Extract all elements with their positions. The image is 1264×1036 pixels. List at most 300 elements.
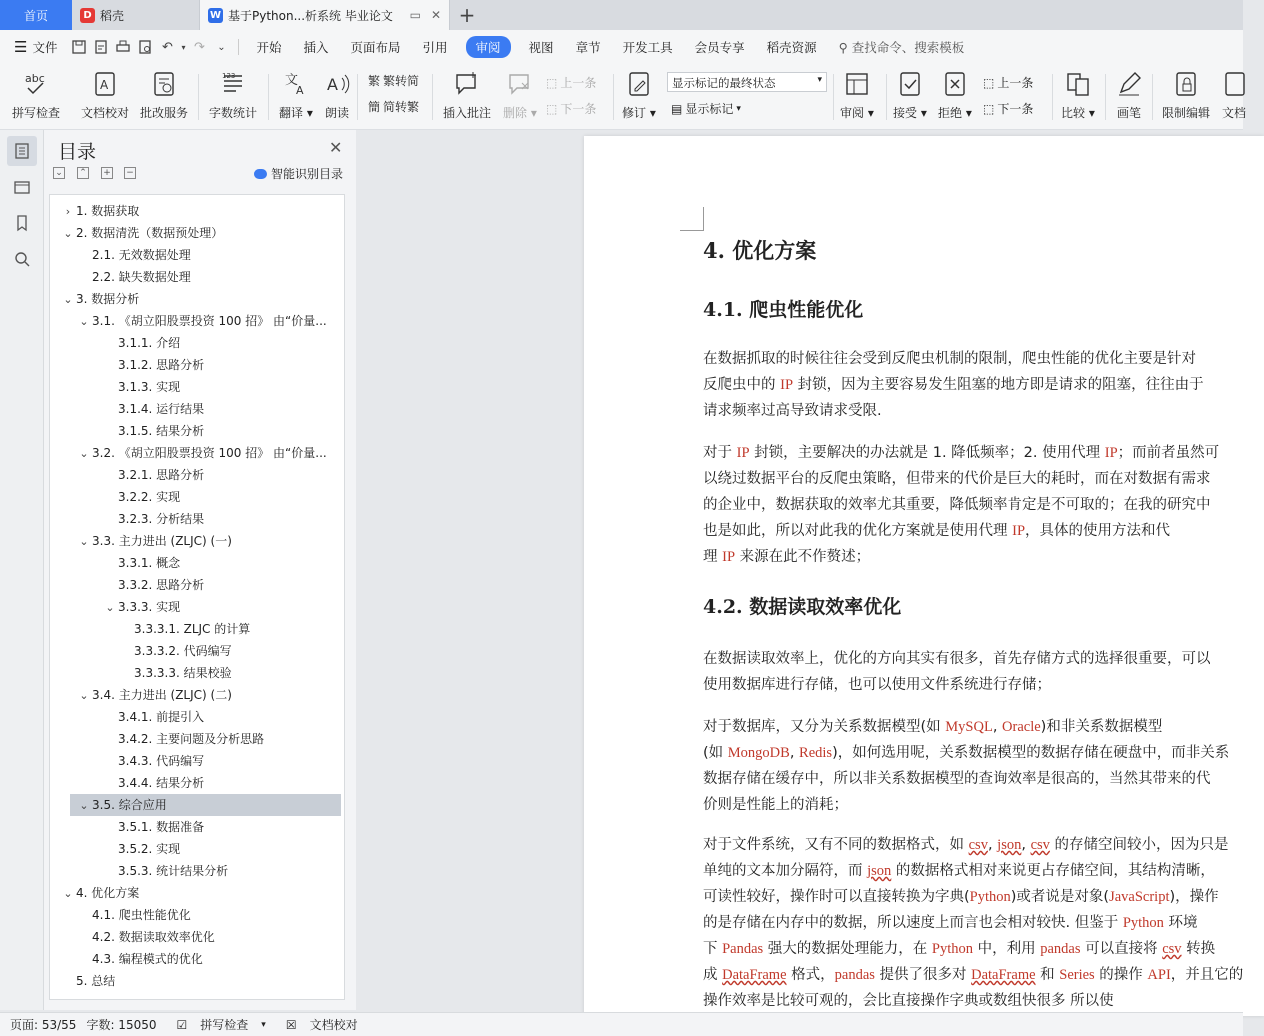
toc-item-label: 3.5.3. 统计结果分析 xyxy=(118,864,229,878)
more-quick-icon[interactable]: ⌄ xyxy=(217,41,226,53)
next-comment-button[interactable] xyxy=(546,100,596,117)
keyword-span: Redis xyxy=(799,745,833,761)
text-span: (如 xyxy=(703,745,728,761)
undo-icon[interactable]: ↶ xyxy=(162,39,173,55)
proofread-status-label: 文档校对 xyxy=(309,1018,358,1032)
toc-item-label: 3.3. 主力进出 (ZLJC) (一) xyxy=(92,534,232,548)
approve-icon xyxy=(151,70,177,98)
keyword-span: pandas xyxy=(1040,941,1081,957)
chevron-right-icon[interactable]: › xyxy=(65,205,71,218)
text-span: 转换 xyxy=(1181,941,1216,957)
word-count-indicator[interactable]: 字数: 15050 xyxy=(86,1018,157,1032)
toc-item-label: 3.1.3. 实现 xyxy=(118,380,181,394)
delete-comment-label: 删除 ▾ xyxy=(503,106,537,120)
markup-display-value: 显示标记的最终状态 xyxy=(672,76,776,90)
toc-item[interactable] xyxy=(50,706,340,728)
read-aloud-label: 朗读 xyxy=(324,106,349,120)
menu-view[interactable]: 视图 xyxy=(528,40,554,55)
restrict-edit-button[interactable] xyxy=(1162,70,1210,121)
toc-item-label: 3.3.3.1. ZLJC 的计算 xyxy=(134,622,251,636)
heading-4-1: 4.1. 爬虫性能优化 xyxy=(703,299,864,321)
markup-display-dropdown[interactable] xyxy=(667,72,827,92)
insert-comment-button[interactable] xyxy=(443,70,491,121)
toc-nav-button[interactable] xyxy=(7,136,37,166)
toc-item[interactable] xyxy=(50,508,340,530)
text-span: )或者说是对象( xyxy=(1010,889,1110,905)
toc-item-label: 4.2. 数据读取效率优化 xyxy=(92,930,215,944)
compare-button[interactable] xyxy=(1061,70,1095,121)
track-changes-label: 修订 ▾ xyxy=(622,106,656,120)
text-span: )和非关系数据模型 xyxy=(1040,719,1163,735)
toc-item[interactable] xyxy=(50,552,340,574)
translate-button[interactable] xyxy=(279,70,313,121)
text-span: 封锁，因为主要容易发生阻塞的地方即是请求的阻塞，往往由于 xyxy=(793,377,1204,393)
doc-protect-button[interactable] xyxy=(1222,70,1246,121)
text-line xyxy=(703,884,1263,910)
chevron-down-icon[interactable]: ⌄ xyxy=(63,227,73,240)
keyword-span: Pandas xyxy=(722,941,764,957)
keyword-span: IP xyxy=(1012,523,1026,539)
show-markup-icon: ▤ xyxy=(671,101,683,116)
text-span: 对于数据库，又分为关系数据模型(如 xyxy=(703,719,946,735)
approve-service-label: 批改服务 xyxy=(140,106,189,120)
navigation-rail xyxy=(0,130,44,1010)
ribbon-separator xyxy=(198,74,199,120)
reject-label: 拒绝 ▾ xyxy=(938,106,972,120)
expand-up-icon[interactable]: ⌃ xyxy=(77,167,89,179)
text-line xyxy=(703,910,1263,936)
toc-item-label: 3.3.3. 实现 xyxy=(118,600,181,614)
show-markup-button[interactable] xyxy=(671,100,741,117)
toc-item[interactable] xyxy=(50,882,340,904)
pen-button[interactable] xyxy=(1116,70,1142,121)
chevron-down-icon[interactable]: ⌄ xyxy=(79,447,89,460)
paragraph xyxy=(703,646,1263,698)
compare-label: 比较 ▾ xyxy=(1061,106,1095,120)
reject-button[interactable] xyxy=(938,70,972,121)
toc-item[interactable] xyxy=(50,926,340,948)
margin-corner-mark xyxy=(680,207,704,231)
keyword-span: DataFrame xyxy=(722,967,787,983)
text-span: 可以直接将 xyxy=(1080,941,1163,957)
collapse-all-icon[interactable]: ⌄ xyxy=(53,167,65,179)
toc-item-label: 3.1.4. 运行结果 xyxy=(118,402,205,416)
toc-item-label: 3.5.2. 实现 xyxy=(118,842,181,856)
keyword-span: API xyxy=(1147,967,1171,983)
file-menu[interactable] xyxy=(0,38,68,56)
toc-item[interactable] xyxy=(50,464,340,486)
show-markup-label: 显示标记 xyxy=(685,102,734,116)
search-icon: ⚲ xyxy=(838,39,848,55)
keyword-span: Series xyxy=(1059,967,1095,983)
toc-item[interactable] xyxy=(50,530,340,552)
toc-item[interactable] xyxy=(50,948,340,970)
toc-item[interactable] xyxy=(50,684,340,706)
text-line xyxy=(703,672,1263,698)
tab-document-label: 基于Python...析系统 毕业论文 xyxy=(228,8,393,23)
proofread-icon: ☒ xyxy=(285,1017,297,1032)
menu-row xyxy=(0,30,1243,64)
tab-bar xyxy=(0,0,1243,30)
paragraph xyxy=(703,440,1263,570)
toc-item-label: 3.4.2. 主要问题及分析思路 xyxy=(118,732,265,746)
menu-separator xyxy=(238,39,239,55)
tab-document[interactable] xyxy=(200,0,450,30)
toc-item[interactable] xyxy=(50,486,340,508)
toc-item[interactable] xyxy=(50,354,340,376)
pen-icon xyxy=(1116,70,1142,98)
review-pane-label: 审阅 ▾ xyxy=(840,106,874,120)
text-span: 的数据格式相对来说更占存储空间，其结构清晰， xyxy=(891,863,1215,879)
toc-item[interactable] xyxy=(50,618,340,640)
ribbon-separator xyxy=(1105,74,1106,120)
next-change-label: 下一条 xyxy=(997,102,1034,116)
toc-item[interactable] xyxy=(50,904,340,926)
track-changes-icon xyxy=(626,70,652,98)
text-span: 在数据抓取的时候往往会受到反爬虫机制的限制，爬虫性能的优化主要是针对 xyxy=(703,351,1196,367)
text-span: 的企业中，数据获取的效率尤其重要，降低频率肯定是不可取的；在我的研究中 xyxy=(703,497,1211,513)
simp-to-trad-label: 简转繁 xyxy=(383,100,420,114)
text-span: 成 xyxy=(703,967,723,983)
text-line xyxy=(703,518,1263,544)
delete-comment-icon xyxy=(507,70,533,98)
svg-text:123: 123 xyxy=(222,72,236,80)
close-tab-icon[interactable]: ✕ xyxy=(430,8,441,22)
ribbon-separator xyxy=(613,74,614,120)
toc-item[interactable] xyxy=(50,222,340,244)
toc-item[interactable] xyxy=(50,772,340,794)
next-comment-label: 下一条 xyxy=(560,102,597,116)
chevron-down-icon[interactable]: ⌄ xyxy=(79,689,89,702)
toc-item[interactable] xyxy=(50,662,340,684)
text-span: 以绕过数据平台的反爬虫策略，但带来的代价是巨大的耗时，而在对数据有需求 xyxy=(703,471,1211,487)
toc-item-label: 3.1.2. 思路分析 xyxy=(118,358,205,372)
simp-trad-icon: 簡 xyxy=(368,100,381,114)
command-search[interactable] xyxy=(828,38,976,56)
proofread-status[interactable] xyxy=(276,1016,358,1033)
text-span: 反爬虫中的 xyxy=(703,377,781,393)
read-aloud-button[interactable] xyxy=(324,70,350,121)
heading-4: 4. 优化方案 xyxy=(703,238,817,263)
text-line xyxy=(703,858,1263,884)
chapter-nav-button[interactable] xyxy=(7,172,37,202)
keyword-span: MongoDB xyxy=(727,745,790,761)
trad-to-simp-button[interactable] xyxy=(368,72,419,89)
toc-item-label: 3.4.1. 前提引入 xyxy=(118,710,205,724)
ribbon-separator xyxy=(432,74,433,120)
toc-item[interactable] xyxy=(50,728,340,750)
save-icon[interactable] xyxy=(68,36,90,58)
prev-change-label: 上一条 xyxy=(997,76,1034,90)
toc-item-label: 2. 数据清洗（数据预处理） xyxy=(76,226,224,240)
keyword-span: Python xyxy=(931,941,974,957)
undo-dropdown-icon[interactable]: ▾ xyxy=(181,42,186,52)
toc-item[interactable] xyxy=(50,332,340,354)
read-aloud-icon xyxy=(324,70,350,98)
text-span: 单纯的文本加分隔符，而 xyxy=(703,863,868,879)
menu-layout[interactable]: 页面布局 xyxy=(350,40,401,55)
prev-comment-button[interactable] xyxy=(546,74,596,91)
keyword-span: Oracle xyxy=(1002,719,1041,735)
toc-item[interactable] xyxy=(70,794,341,816)
menu-section[interactable]: 章节 xyxy=(575,40,601,55)
tab-wps-label: 稻壳 xyxy=(100,8,125,23)
keyword-span: Python xyxy=(969,889,1011,905)
text-line xyxy=(703,988,1263,1014)
translate-label: 翻译 ▾ xyxy=(279,106,313,120)
close-icon[interactable]: ✕ xyxy=(329,138,343,157)
menu-member[interactable]: 会员专享 xyxy=(694,40,745,55)
text-span: 对于 xyxy=(703,445,737,461)
toc-item[interactable] xyxy=(50,398,340,420)
chevron-down-icon[interactable]: ⌄ xyxy=(79,315,89,328)
text-span: 提供了很多对 xyxy=(874,967,972,983)
delete-comment-button[interactable] xyxy=(503,70,537,121)
text-span: 请求频率过高导致请求受限. xyxy=(703,403,882,419)
toc-item[interactable] xyxy=(50,420,340,442)
tab-home[interactable] xyxy=(0,0,72,30)
text-span: 来源在此不作赘述； xyxy=(735,549,871,565)
text-span: )，如何选用呢，关系数据模型的数据存储在硬盘中，而非关系 xyxy=(832,745,1230,761)
svg-text:A: A xyxy=(295,84,304,97)
menu-references[interactable]: 引用 xyxy=(422,40,448,55)
monitor-icon[interactable]: ▭ xyxy=(409,8,421,22)
keyword-span: csv xyxy=(968,837,988,853)
text-span: )，操作 xyxy=(1169,889,1219,905)
text-span: 的操作 xyxy=(1094,967,1148,983)
toc-item-label: 3.1.5. 结果分析 xyxy=(118,424,205,438)
insert-comment-label: 插入批注 xyxy=(443,106,492,120)
accept-icon xyxy=(897,70,923,98)
ribbon-separator xyxy=(357,74,358,120)
text-span: 和 xyxy=(1035,967,1060,983)
simp-to-trad-button[interactable] xyxy=(368,98,419,115)
keyword-span: json xyxy=(867,863,892,879)
reject-icon xyxy=(942,70,968,98)
track-changes-button[interactable] xyxy=(622,70,656,121)
toc-item-label: 3.5. 综合应用 xyxy=(92,798,167,812)
text-line xyxy=(703,646,1263,672)
toc-item-label: 4.1. 爬虫性能优化 xyxy=(92,908,191,922)
toc-item[interactable] xyxy=(50,596,340,618)
bookmark-icon xyxy=(14,215,30,231)
text-span: 对于文件系统，又有不同的数据格式，如 xyxy=(703,837,969,853)
command-search-label: 查找命令、搜索模板 xyxy=(851,40,965,55)
insert-comment-icon xyxy=(454,70,480,98)
toc-item[interactable] xyxy=(50,970,340,992)
chevron-down-icon[interactable]: ⌄ xyxy=(63,293,73,306)
toc-item-label: 3.3.3.3. 结果校验 xyxy=(134,666,232,680)
new-tab-button[interactable]: + xyxy=(458,3,476,27)
toc-item-label: 3.3.1. 概念 xyxy=(118,556,181,570)
toc-item[interactable] xyxy=(50,640,340,662)
svg-text:A: A xyxy=(100,78,109,92)
text-line xyxy=(703,466,1263,492)
tab-wps-daoke[interactable] xyxy=(72,0,200,30)
chevron-down-icon[interactable]: ⌄ xyxy=(79,535,89,548)
next-change-button[interactable] xyxy=(983,100,1033,117)
text-line xyxy=(703,832,1263,858)
text-line xyxy=(703,440,1263,466)
text-span: 价则是性能上的消耗； xyxy=(703,797,848,813)
toc-item-label: 3.4.3. 代码编写 xyxy=(118,754,205,768)
toc-item-label: 3. 数据分析 xyxy=(76,292,140,306)
menu-review[interactable]: 审阅 xyxy=(466,36,511,58)
pen-label: 画笔 xyxy=(1116,106,1141,120)
chevron-down-icon[interactable]: ⌄ xyxy=(79,799,89,812)
word-count-button[interactable] xyxy=(209,70,257,121)
toc-item-label: 3.3.3.2. 代码编写 xyxy=(134,644,232,658)
toc-item-label: 3.2.2. 实现 xyxy=(118,490,181,504)
spell-check-status[interactable] xyxy=(167,1016,266,1033)
ribbon-separator xyxy=(886,74,887,120)
prev-change-icon: ⬚ xyxy=(983,75,995,90)
toc-item[interactable] xyxy=(50,750,340,772)
text-span: 可读性较好，操作时可以直接转换为字典( xyxy=(703,889,970,905)
chevron-down-icon[interactable]: ⌄ xyxy=(63,887,73,900)
lock-icon xyxy=(1173,70,1199,98)
prev-comment-icon: ⬚ xyxy=(546,75,558,90)
word-count-icon xyxy=(220,70,246,98)
remove-heading-icon[interactable]: − xyxy=(124,167,136,179)
redo-icon[interactable]: ↷ xyxy=(194,39,205,55)
svg-text:文: 文 xyxy=(284,73,298,88)
toc-item[interactable] xyxy=(50,200,340,222)
page-indicator[interactable]: 页面: 53/55 xyxy=(10,1018,77,1032)
keyword-span: MySQL xyxy=(945,719,993,735)
text-span: 封锁，主要解决的办法就是 1. 降低频率；2. 使用代理 xyxy=(749,445,1105,461)
toc-title: 目录 xyxy=(58,141,97,163)
toc-item-label: 3.2.3. 分析结果 xyxy=(118,512,205,526)
toc-item-label: 4.3. 编程模式的优化 xyxy=(92,952,203,966)
text-span: 的存储空间较小，因为只是 xyxy=(1049,837,1229,853)
toc-item-label: 5. 总结 xyxy=(76,974,116,988)
menu-developer[interactable]: 开发工具 xyxy=(622,40,673,55)
smart-toc-icon xyxy=(254,169,267,179)
status-bar xyxy=(0,1012,1243,1036)
spell-check-label: 拼写检查 xyxy=(12,106,61,120)
toc-item-label: 4. 优化方案 xyxy=(76,886,140,900)
accept-button[interactable] xyxy=(893,70,927,121)
keyword-span: csv xyxy=(1162,941,1182,957)
toc-item[interactable] xyxy=(50,860,340,882)
paragraph xyxy=(703,346,1263,424)
text-span: , xyxy=(987,837,998,853)
daoke-logo-icon: D xyxy=(80,8,95,23)
text-span: 强大的数据处理能力，在 xyxy=(763,941,932,957)
checkbox-icon: ☑ xyxy=(176,1017,188,1032)
search-nav-button[interactable] xyxy=(7,244,37,274)
trad-to-simp-label: 繁转简 xyxy=(383,74,420,88)
toc-item-label: 3.4.4. 结果分析 xyxy=(118,776,205,790)
toc-item[interactable] xyxy=(50,376,340,398)
text-line xyxy=(703,398,1263,424)
text-span: 的是存储在内存中的数据，所以速度上而言也会相对较快. 但鉴于 xyxy=(703,915,1123,931)
text-span: 操作效率是比较可观的，会比直接操作字典或数组快很多 所以使 xyxy=(703,993,1114,1009)
tab-home-label: 首页 xyxy=(23,8,48,23)
text-span: 也是如此，所以对此我的优化方案就是使用代理 xyxy=(703,523,1013,539)
menu-start[interactable]: 开始 xyxy=(256,40,282,55)
ribbon-separator xyxy=(268,74,269,120)
menu-daoke[interactable]: 稻壳资源 xyxy=(766,40,817,55)
text-line xyxy=(703,492,1263,518)
add-heading-icon[interactable]: + xyxy=(101,167,113,179)
toc-item[interactable] xyxy=(50,442,340,464)
chevron-down-icon: ▾ xyxy=(736,103,741,114)
text-line xyxy=(703,962,1263,988)
text-span: 环境 xyxy=(1163,915,1198,931)
approve-service-button[interactable] xyxy=(140,70,188,121)
keyword-span: IP xyxy=(736,445,750,461)
text-line xyxy=(703,714,1263,740)
heading-4-2: 4.2. 数据读取效率优化 xyxy=(703,596,902,618)
toc-item-label: 1. 数据获取 xyxy=(76,204,140,218)
chevron-down-icon: ▾ xyxy=(817,75,822,85)
proofread-icon xyxy=(92,70,118,98)
smart-toc-button[interactable] xyxy=(254,165,343,182)
toc-item-label: 3.4. 主力进出 (ZLJC) (二) xyxy=(92,688,232,702)
review-pane-icon xyxy=(844,70,870,98)
toc-item[interactable] xyxy=(50,838,340,860)
toc-item-label: 2.1. 无效数据处理 xyxy=(92,248,191,262)
compare-icon xyxy=(1065,70,1091,98)
doc-proofread-button[interactable] xyxy=(81,70,129,121)
toc-item[interactable] xyxy=(50,574,340,596)
spell-check-status-label: 拼写检查 xyxy=(200,1018,249,1032)
hamburger-icon: ☰ xyxy=(14,38,28,56)
toc-list xyxy=(49,194,345,1000)
text-line xyxy=(703,544,1263,570)
toc-item-label: 3.5.1. 数据准备 xyxy=(118,820,205,834)
spell-check-icon xyxy=(22,70,50,98)
keyword-span: IP xyxy=(780,377,794,393)
toc-item[interactable] xyxy=(50,310,340,332)
prev-comment-label: 上一条 xyxy=(560,76,597,90)
accept-label: 接受 ▾ xyxy=(893,106,927,120)
chevron-down-icon: ▾ xyxy=(261,1019,266,1030)
restrict-edit-label: 限制编辑 xyxy=(1162,106,1211,120)
print-icon[interactable] xyxy=(112,36,134,58)
word-count-label: 字数统计 xyxy=(209,106,258,120)
menu-insert[interactable]: 插入 xyxy=(303,40,329,55)
svg-text:abc: abc xyxy=(25,72,45,85)
print-preview-icon[interactable] xyxy=(134,36,156,58)
next-change-icon: ⬚ xyxy=(983,101,995,116)
review-ribbon xyxy=(0,64,1247,130)
svg-text:A: A xyxy=(327,75,338,94)
ribbon-separator xyxy=(1152,74,1153,120)
toc-item-label: 3.2.1. 思路分析 xyxy=(118,468,205,482)
toc-item[interactable] xyxy=(50,288,340,310)
export-pdf-icon[interactable] xyxy=(90,36,112,58)
chevron-down-icon[interactable]: ⌄ xyxy=(105,601,115,614)
keyword-span: json xyxy=(997,837,1022,853)
spell-check-button[interactable] xyxy=(12,70,60,121)
toc-item[interactable] xyxy=(50,816,340,838)
ribbon-separator xyxy=(1052,74,1053,120)
text-line xyxy=(703,372,1263,398)
toc-item[interactable] xyxy=(50,266,340,288)
review-pane-button[interactable] xyxy=(840,70,874,121)
toc-item[interactable] xyxy=(50,244,340,266)
text-span: 中，利用 xyxy=(973,941,1041,957)
bookmark-nav-button[interactable] xyxy=(7,208,37,238)
text-line xyxy=(703,936,1263,962)
prev-change-button[interactable] xyxy=(983,74,1033,91)
doc-protect-label: 文档 xyxy=(1222,106,1247,120)
text-span: , xyxy=(1021,837,1031,853)
keyword-span: pandas xyxy=(834,967,875,983)
